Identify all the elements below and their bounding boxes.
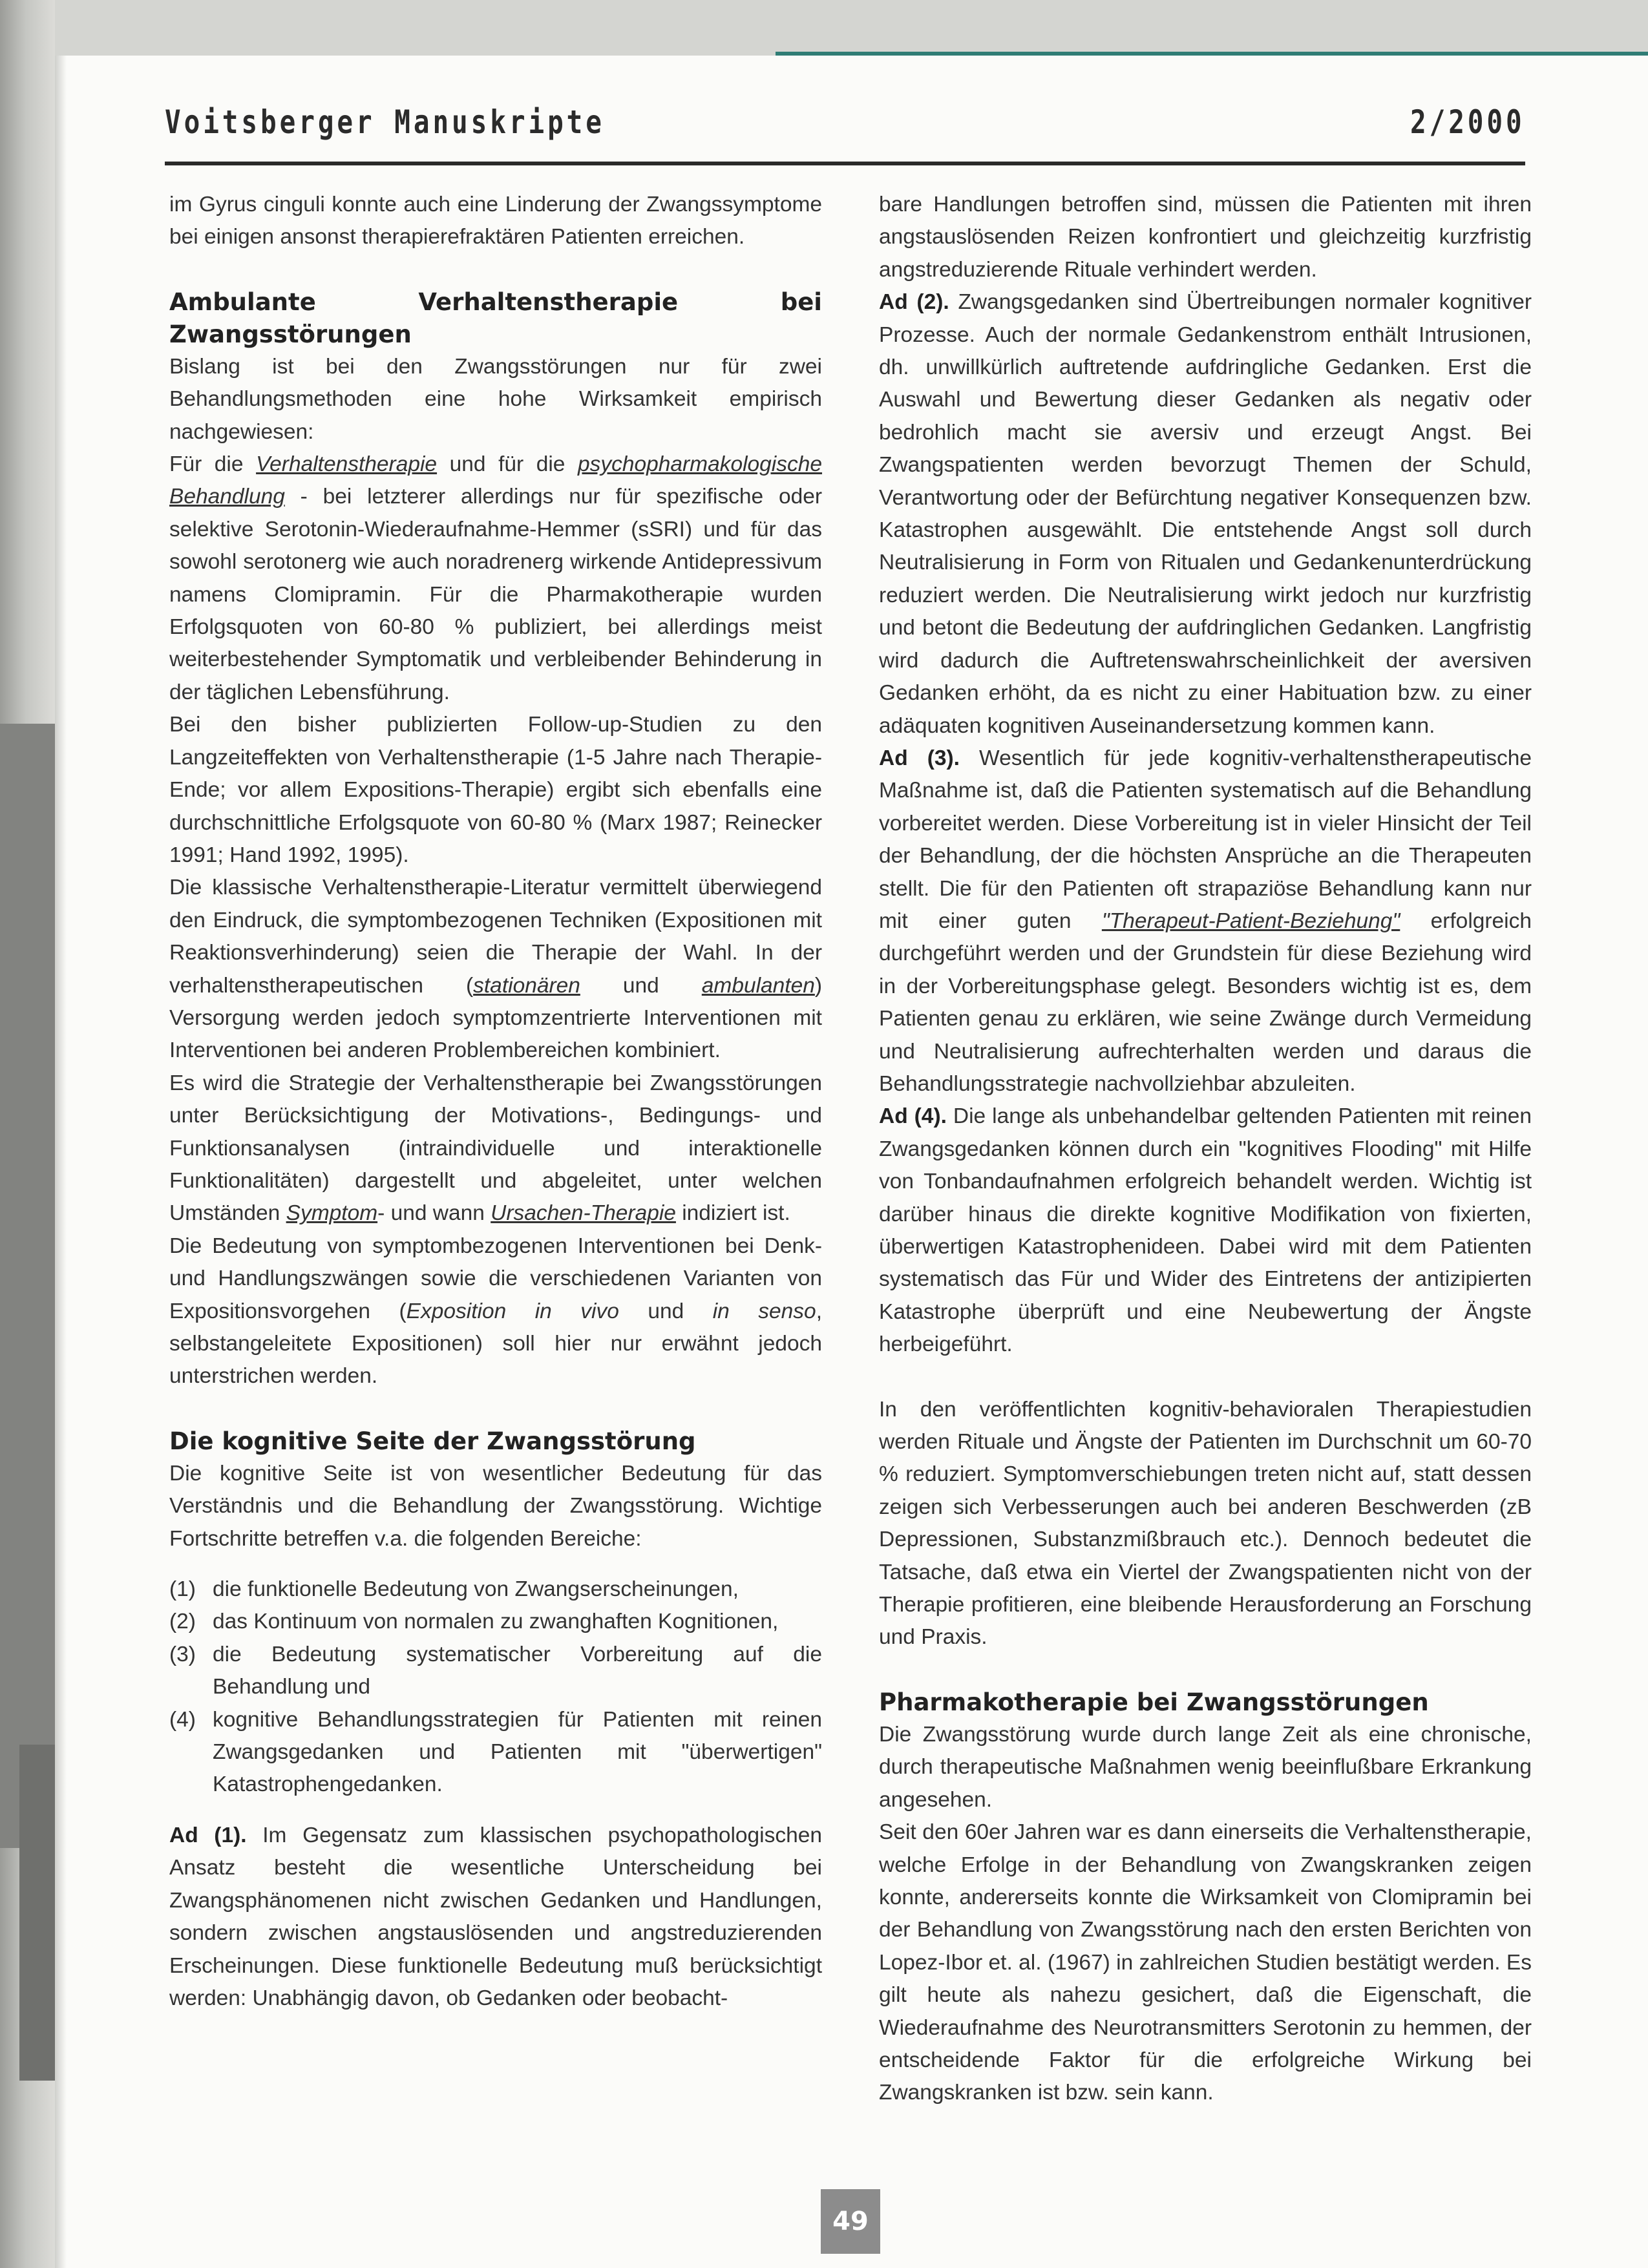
- page-gutter-shadow: [55, 56, 67, 2268]
- term-link: Verhaltenstherapie: [256, 452, 438, 477]
- paragraph-ad2: Ad (2). Zwangsgedanken sind Übertreibungen normaler kognitiver Prozesse. Auch der normale Gedankenstrom enthält Intrusionen, dh. unwillkürlich auftretende aufdringliche Gedanken. Erst die Auswahl und Bewertung dieser Gedanken als negativ oder bedrohlich macht sie aversiv und erzeugt Angst. Bei Zwangspatienten werden bevorzugt Themen der Schuld, Verantwortung oder der Befürchtung negativer Konsequenzen bzw. Katastrophen ausgewählt. Die entstehende Angst soll durch Neutralisierung in Form von Ritualen und Gedankenunterdrückung reduziert werden. Die Neutralisierung wirkt jedoch nur kurzfristig und betont die Bedeutung der aufdringlichen Gedanken. Langfristig wird dadurch die Auftretenswahrscheinlichkeit der aversiven Gedanken erhöht, da es nicht zu einer Habituation bzw. zu einer adäquaten kognitiven Auseinandersetzung kommen kann.: [879, 290, 1532, 738]
- running-header-title: Voitsberger Manuskripte: [165, 103, 605, 141]
- term-link: stationären: [473, 973, 580, 998]
- paragraph: Bei den bisher publizierten Follow-up-Studien zu den Langzeiteffekten von Verhaltenstherapie (1-5 Jahre nach Therapie-Ende; vor allem Expositions-Therapie) ergibt sich ebenfalls eine durchschnittliche Erfolgsquote von 60-80 % (Marx 1987; Reinecker 1991; Hand 1992, 1995).: [169, 713, 822, 867]
- list-item: (4) kognitive Behandlungsstrategien für Patienten mit reinen Zwangsgedanken und Patienten mit "überwertigen" Katastrophengedanken.: [169, 1707, 822, 1797]
- paragraph: Die Bedeutung von symptombezogenen Interventionen bei Denk- und Handlungszwängen sowie die verschiedenen Varianten von Expositionsvorgehen (Exposition in vivo und in senso, selbstangeleitete Expositionen) soll hier nur erwähnt jedoch unterstrichen werden.: [169, 1234, 823, 1389]
- paragraph-ad1: Ad (1). Im Gegensatz zum klassischen psychopathologischen Ansatz besteht die wesentliche Unterscheidung bei Zwangsphänomenen nicht zwischen Gedanken und Handlungen, sondern zwischen angstauslösenden und angstreduzierenden Erscheinungen. Diese funktionelle Bedeutung muß berücksichtigt werden: Unabhängig davon, ob Gedanken oder beobacht-: [169, 1823, 823, 2010]
- paragraph-ad3: Ad (3). Wesentlich für jede kognitiv-verhaltenstherapeutische Maßnahme ist, daß die Patienten systematisch auf die Behandlung vorbereitet werden. Diese Vorbereitung ist in vieler Hinsicht der Teil der Behandlung, der die höchsten Ansprüche an die Therapeuten stellt. Die für den Patienten oft strapaziöse Behandlung kann nur mit einer guten "Therapeut-Patient-Beziehung" erfolgreich durchgeführt werden und der Grundstein für diese Beziehung wird in der Vorbereitungsphase gelegt. Besonders wichtig ist es, dem Patienten genau zu erklären, wie seine Zwänge durch Vermeidung und Neutralisierung aufrechterhalten werden und daraus die Behandlungsstrategie nachvollziehbar abzuleiten.: [879, 746, 1532, 1096]
- paragraph: Es wird die Strategie der Verhaltenstherapie bei Zwangsstörungen unter Berücksichtigung der Motivations-, Bedingungs- und Funktionsanalysen (intraindividuelle und interaktionelle Funktionalitäten) dargestellt und abgeleitet, unter welchen Umständen Symptom- und wann Ursachen-Therapie indiziert ist.: [169, 1071, 822, 1226]
- paragraph: bare Handlungen betroffen sind, müssen die Patienten mit ihren angstauslösenden Reizen konfrontiert und gleichzeitig kurzfristig angstreduzierende Rituale verhindert werden.: [879, 193, 1532, 282]
- paragraph: Die kognitive Seite ist von wesentlicher Bedeutung für das Verständnis und die Behandlung der Zwangsstörung. Wichtige Fortschritte betreffen v.a. die folgenden Bereiche:: [169, 1461, 822, 1551]
- list-item: (1) die funktionelle Bedeutung von Zwangserscheinungen,: [169, 1577, 739, 1602]
- list-item: (2) das Kontinuum von normalen zu zwanghaften Kognitionen,: [169, 1610, 779, 1634]
- right-column: [879, 189, 1532, 2110]
- term-link: psychopharmakologische Behandlung: [169, 452, 823, 509]
- paragraph: Für die Verhaltenstherapie und für die psychopharmakologische Behandlung - bei letzterer allerdings nur für spezifische oder selektive Serotonin-Wiederaufnahme-Hemmer (sSRI) und für das sowohl serotonerg wie auch noradrenerg wirkende Antidepressivum namens Clomipramin. Für die Pharmakotherapie wurden Erfolgsquoten von 60-80 % publiziert, bei allerdings meist weiterbestehender Symptomatik und verbleibender Behinderung in der täglichen Lebensführung.: [169, 452, 823, 704]
- paragraph-ad4: Ad (4). Die lange als unbehandelbar geltenden Patienten mit reinen Zwangsgedanken können durch ein "kognitives Flooding" mit Hilfe von Tonbandaufnahmen erfolgreich behandelt werden. Wichtig ist darüber hinaus die direkte kognitive Modifikation von fixierten, überwertigen Katastrophenideen. Dabei wird mit dem Patienten systematisch das Für und Wider des Eintretens der antizipierten Katastrophe überprüft und eine Neubewertung der Ängste herbeigeführt.: [879, 1104, 1532, 1357]
- term-link: Ursachen-Therapie: [491, 1201, 676, 1226]
- scan-binding-strip: [0, 724, 55, 1848]
- intro-paragraph: im Gyrus cinguli konnte auch eine Linderung der Zwangssymptome bei einigen ansonst therapierefraktären Patienten erreichen.: [169, 193, 822, 249]
- term-link: Symptom: [286, 1201, 378, 1226]
- scan-binding-strip-lower: [19, 1745, 55, 2081]
- running-header-issue: 2/2000: [1410, 103, 1525, 141]
- paragraph: In den veröffentlichten kognitiv-behavioralen Therapiestudien werden Rituale und Ängste der Patienten im Durchschnit um 60-70 % reduziert. Symptomverschiebungen treten nicht auf, statt dessen zeigen sich Verbesserungen auch bei anderen Beschwerden (zB Depressionen, Substanzmißbrauch etc.). Dennoch bedeutet die Tatsache, daß etwa ein Viertel der Zwangspatienten nicht von der Therapie profitieren, eine bleibende Herausforderung an Forschung und Praxis.: [879, 1397, 1532, 1650]
- list-item: (3) die Bedeutung systematischer Vorbereitung auf die Behandlung und: [169, 1642, 822, 1699]
- paragraph: Bislang ist bei den Zwangsstörungen nur für zwei Behandlungsmethoden eine hohe Wirksamkeit empirisch nachgewiesen:: [169, 354, 822, 444]
- term-link: "Therapeut-Patient-Beziehung": [1101, 908, 1400, 933]
- left-column: [169, 189, 822, 2015]
- numbered-list: [169, 1573, 822, 1801]
- section-heading-kognitive-seite: Die kognitive Seite der Zwangsstörung: [169, 1427, 696, 1455]
- section-heading-ambulante-verhaltenstherapie: Ambulante Verhaltenstherapie bei Zwangsstörungen: [169, 288, 822, 348]
- term-link: ambulanten: [701, 973, 815, 998]
- paragraph: Die klassische Verhaltenstherapie-Literatur vermittelt überwiegend den Eindruck, die symptombezogenen Techniken (Expositionen mit Reaktionsverhinderung) seien die Therapie der Wahl. In der verhaltenstherapeutischen (stationären und ambulanten) Versorgung werden jedoch symptomzentrierte Interventionen mit Interventionen bei anderen Problembereichen kombiniert.: [169, 876, 823, 1063]
- paragraph: Die Zwangsstörung wurde durch lange Zeit als eine chronische, durch therapeutische Maßnahmen wenig beeinflußbare Erkrankung angesehen.: [879, 1722, 1532, 1812]
- paragraph: Seit den 60er Jahren war es dann einerseits die Verhaltenstherapie, welche Erfolge in der Behandlung von Zwangskranken zeigen konnte, andererseits konnte die Wirksamkeit von Clomipramin bei der Behandlung von Zwangsstörung nach den ersten Berichten von Lopez-Ibor et. al. (1967) in zahlreichen Studien bestätigt werden. Es gilt heute als nahezu gesichert, daß die Eigenschaft, die Wiederaufnahme des Neurotransmitters Serotonin zu hemmen, der entscheidende Faktor für die erfolgreiche Wirkung bei Zwangskranken ist bzw. sein kann.: [879, 1820, 1532, 2105]
- page-number: 49: [821, 2189, 880, 2254]
- section-heading-pharmakotherapie: Pharmakotherapie bei Zwangsstörungen: [879, 1688, 1429, 1716]
- header-rule: [165, 162, 1525, 165]
